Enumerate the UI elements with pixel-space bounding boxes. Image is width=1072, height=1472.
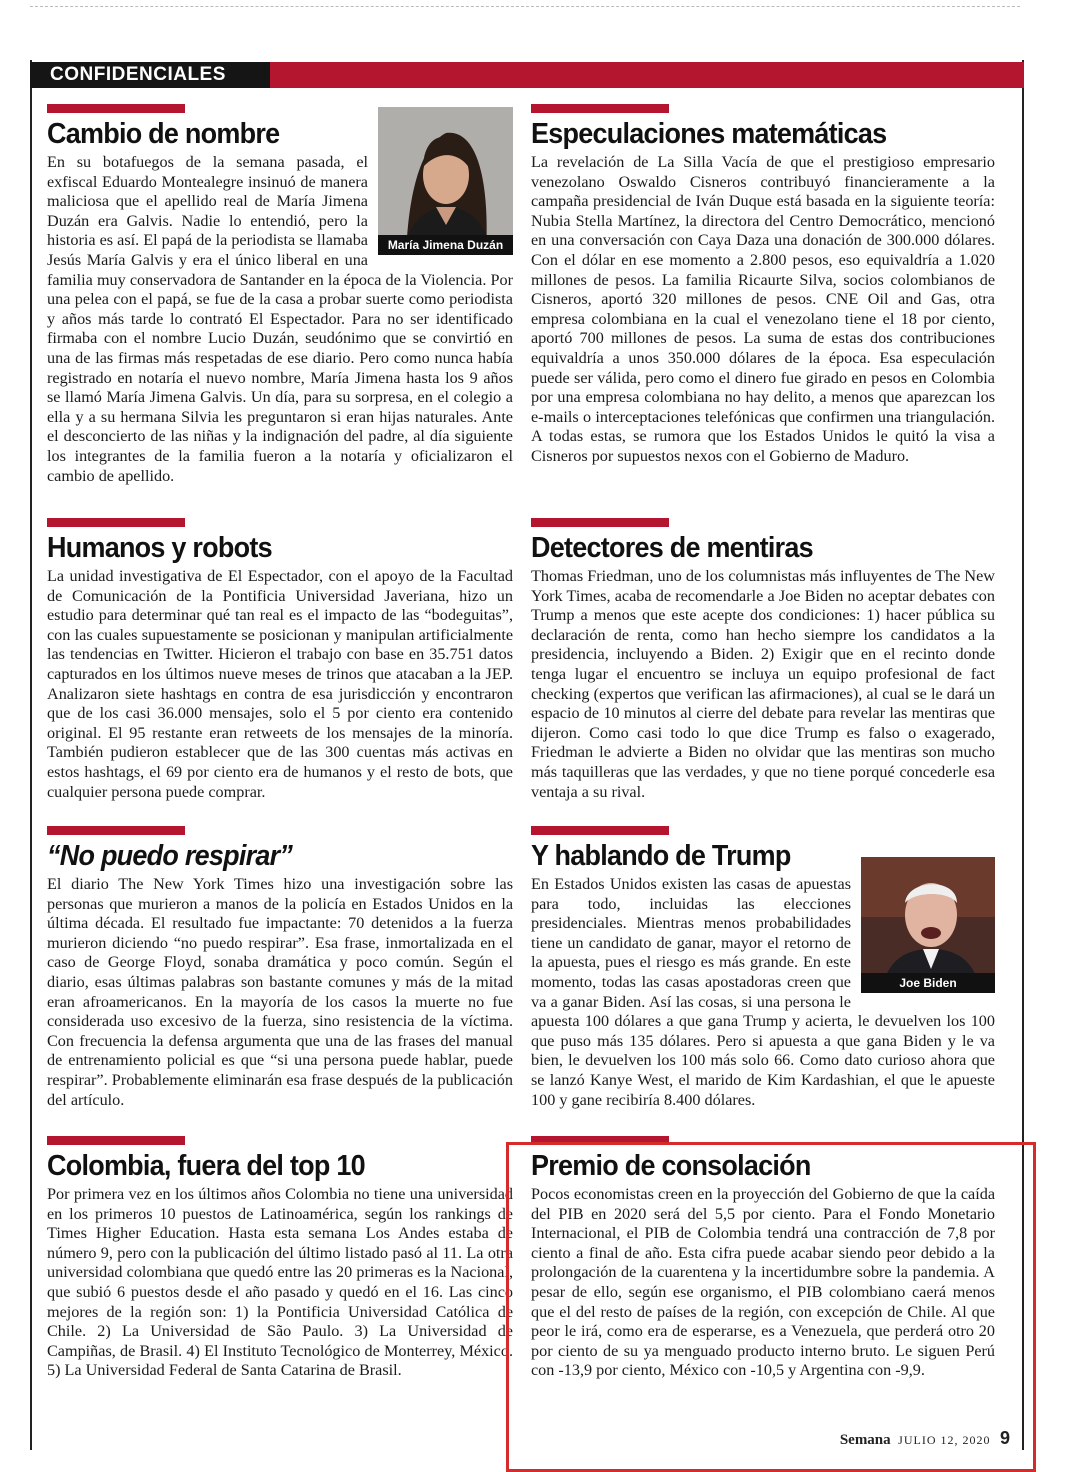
portrait-image: [378, 107, 513, 255]
headline-accent-bar: [47, 826, 185, 835]
article-detectores-de-mentiras: [531, 518, 995, 802]
article-body: El diario The New York Times hizo una investigación sobre las personas que murieron a manos de la policía en Estados Unidos en la última década. El resultado fue impactante: 70 detenidos a la fuerza murieron diciendo “no puedo respirar”. Esa frase, inmortalizada en el caso de George Floyd, sonaba dramática y poco común. Según el diario, esas últimas palabras son bastante comunes y más de la mitad eran afroamericanos. En la mayoría de los casos la muerte no fue considerada uso excesivo de la fuerza, sino resistencia de la víctima. Con frecuencia la defensa argumenta que una de las frases del manual de entrenamiento policial es que “si una persona puede hablar, puede respirar”. Probablemente eliminarán esa frase después de la publicación del artículo.: [47, 875, 513, 1109]
article-headline: Especulaciones matemáticas: [531, 118, 887, 150]
headline-accent-bar: [531, 826, 669, 835]
headline-accent-bar: [531, 104, 669, 113]
article-body: Thomas Friedman, uno de los columnistas más influyentes de The New York Times, acaba de recomendarle a Joe Biden no aceptar debates con Trump a menos que este acepte dos condiciones: 1) hacer pública su declaración de renta, como han hecho siempre los candidatos a la presidencia, incluyendo a Biden. 2) Exigir que en el recinto donde tenga lugar el encuentro se incluya un equipo profesional de fact checking (expertos que verifican las afirmaciones), al cual se le dará un espacio de 10 minutos al cierre del debate para revelar las mentiras que dijeron. Como casi todo lo que dice Trump es falso o exagerado, Friedman le advierte a Biden no olvidar que las mentiras son mucho más taquilleras que las verdades, y que no tiene porqué concederle esa ventaja a su rival.: [531, 567, 995, 801]
article-headline: Premio de consolación: [531, 1150, 811, 1182]
section-banner: [30, 62, 1024, 88]
article-humanos-y-robots: [47, 518, 513, 802]
magazine-name: Semana: [839, 1432, 891, 1448]
article-body: La revelación de La Silla Vacía de que el prestigioso empresario venezolano Oswaldo Cisneros contribuyó financieramente a la campaña presidencial de Iván Duque está basada en la siguiente teoría: Nubia Stella Martínez, la directora del Centro Democrático, mencionó en una conversación con Caya Daza una donación de 300.000 dólares. Con el dólar en ese momento a 2.800 pesos, eso equivaldría a 1.020 millones de pesos. La familia Ricaurte Silva, socios colombianos de Cisneros, aportó 320 millones de pesos. CNE Oil and Gas, otra empresa colombiana en la cual el venezolano tiene el 18 por ciento, aportó 700 millones de pesos. La suma de estas dos contribuciones equivaldría a unos 350.000 dólares de la época. Esa especulación puede ser válida, pero como el dinero fue girado en pesos en Colombia por una empresa colombiana no hay delito, a menos que aparezcan los e-mails o interceptaciones telefónicas que confirmen una triangulación. A todas estas, se rumora que los Estados Unidos le quitó la visa a Cisneros por supuestos nexos con el Gobierno de Maduro.: [531, 153, 995, 465]
article-headline: Detectores de mentiras: [531, 532, 813, 564]
photo-caption: María Jimena Duzán: [378, 235, 513, 255]
article-headline: Y hablando de Trump: [531, 840, 791, 872]
headline-accent-bar: [47, 1136, 185, 1145]
headline-accent-bar: [47, 518, 185, 527]
headline-accent-bar: [47, 104, 185, 113]
photo-maria-jimena-duzan: [378, 107, 513, 255]
article-body: Pocos economistas creen en la proyección del Gobierno de que la caída del PIB en 2020 será del 5,5 por ciento. Para el Fondo Monetario Internacional, el PIB de Colombia tendrá una contracción de 7,8 por ciento a final de año. Esta cifra puede acabar siendo peor debido a la prolongación de la cuarentena y la incertidumbre sobre la pandemia. A pesar de ello, según ese organismo, el PIB colombiano caerá menos que el del resto de países de la región, con excepción de Chile. Al que peor le irá, como era de esperarse, es a Venezuela, que perderá otro 20 por ciento de su ya menguado producto interno bruto. Le siguen Perú con -13,9 por ciento, México con -10,5 y Argentina con -9,9.: [531, 1185, 995, 1380]
photo-caption: Joe Biden: [861, 973, 995, 993]
section-title: CONFIDENCIALES: [30, 62, 270, 88]
article-headline: Humanos y robots: [47, 532, 272, 564]
page-number: 9: [999, 1428, 1010, 1448]
article-body: En Estados Unidos existen las casas de apuestas para todo, incluidas las elecciones presidenciales. Mientras menos probabilidades tiene un candidato de ganar, mayor el retorno de la apuesta, pues el riesgo es más grande. En este momento, todas las casas apostadoras creen que va a ganar Biden. Así las cosas, si una persona le apuesta 100 dólares a que gana Trump y acierta, le devuelven los 100 que puso más 135 dólares. Pero si apuesta a que gana Biden y le va bien, le devuelven los 100 más solo 66. Como dato curioso ahora que se lanzó Kanye West, el marido de Kim Kardashian, el que le apueste 100 y gane recibiría 8.400 dólares.: [531, 875, 995, 1109]
page-edge-line: [30, 6, 1020, 8]
article-y-hablando-de-trump: [531, 826, 995, 1110]
article-headline: “No puedo respirar”: [47, 840, 293, 872]
photo-joe-biden: [861, 857, 995, 993]
article-no-puedo-respirar: [47, 826, 513, 1110]
headline-accent-bar: [531, 518, 669, 527]
article-body: En su botafuegos de la semana pasada, el exfiscal Eduardo Montealegre insinuó de manera maliciosa que el apellido real de María Jimena Duzán era Galvis. Nadie lo entendió, pero la historia es así. El papá de la periodista se llamaba Jesús María Galvis y era el único liberal en una familia muy conservadora de Santander en la época de la Violencia. Por una pelea con el papá, se fue de la casa a probar suerte como periodista y años más tarde lo contrató El Espectador. Para no ser identificado firmaba con el nombre Lucio Duzán, seudónimo que se convirtió en una de las firmas más respetadas de ese diario. Pero como nunca había registrado en notaría el nuevo nombre, María Jimena hasta los 9 años se llamó María Jimena Galvis. Un día, para su sorpresa, en el colegio a ella y a su hermana Silvia les preguntaron si eran hijas naturales. Ante el desconcierto de las niñas y la indignación del padre, al día siguiente los integrantes de la familia fueron a la notaría y oficializaron el cambio de apellido.: [47, 153, 513, 485]
article-cambio-de-nombre: [47, 104, 513, 486]
article-colombia-fuera-del-top-10: [47, 1136, 513, 1381]
highlight-box: [506, 1142, 1036, 1472]
article-body: La unidad investigativa de El Espectador, con el apoyo de la Facultad de Comunicación de la Pontificia Universidad Javeriana, hizo un estudio para determinar qué tan real es el impacto de las “bodeguitas”, con las cuales supuestamente se posicionan y manipulan artificialmente las tendencias en Twitter. Hicieron el trabajo con base en 35.751 datos capturados en los últimos nueve meses de trinos que atacaban a la JEP. Analizaron siete hashtags en contra de esa jurisdicción y encontraron que de los casi 36.000 mensajes, solo el 5 por ciento era contenido original. El 95 restante eran retweets de los mensajes de la minoría. También pudieron establecer que de las 300 cuentas más activas en estos hashtags, el 69 por ciento era de humanos y el resto de bots, que cualquier persona puede comprar.: [47, 567, 513, 801]
issue-date: JULIO 12, 2020: [898, 1433, 991, 1447]
article-especulaciones-matematicas: [531, 104, 995, 467]
article-headline: Colombia, fuera del top 10: [47, 1150, 365, 1182]
page-footer: [840, 1428, 1010, 1449]
article-headline: Cambio de nombre: [47, 118, 280, 150]
article-body: Por primera vez en los últimos años Colombia no tiene una universidad en los primeros 10 puestos de Latinoamérica, según los rankings de Times Higher Education. Hasta esta semana Los Andes estaba de número 9, pero con la publicación del último listado pasó al 11. La otra universidad colombiana que quedó entre las 20 primeras es la Nacional, que subió 6 puestos desde el año pasado y quedó en el 16. Las cinco mejores de la región son: 1) la Pontificia Universidad Católica de Chile. 2) La Universidad de São Paulo. 3) La Universidad de Campiñas, de Brasil. 4) El Instituto Tecnológico de Monterrey, México. 5) La Universidad Federal de Santa Catarina de Brasil.: [47, 1185, 513, 1380]
